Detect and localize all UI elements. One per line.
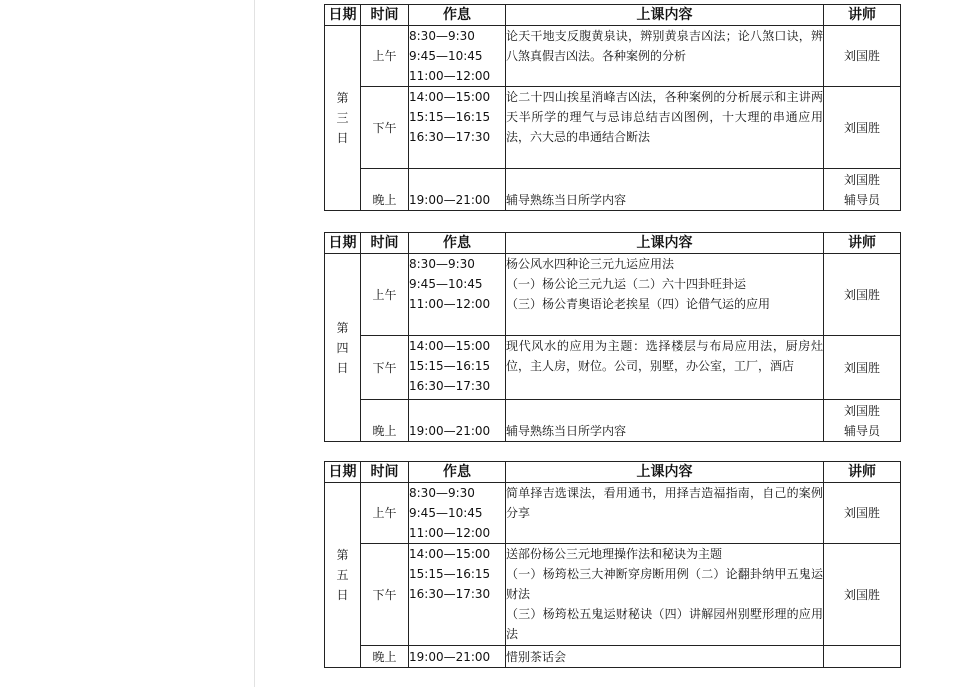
header-schedule: 作息 <box>409 462 506 483</box>
time-slot: 8:30—9:30 <box>409 29 475 43</box>
header-content: 上课内容 <box>506 462 824 483</box>
header-lecturer: 讲师 <box>824 462 901 483</box>
header-date: 日期 <box>325 462 361 483</box>
time-slots-cell <box>409 400 506 442</box>
time-slots-cell <box>409 254 506 336</box>
schedule-table-day-4 <box>324 232 901 442</box>
course-content-cell <box>506 400 824 442</box>
course-content-cell <box>506 646 824 668</box>
day-label-char: 日 <box>336 360 349 375</box>
page-divider <box>254 0 255 687</box>
lecturer-cell <box>824 400 901 442</box>
course-content-line: 辅导熟练当日所学内容 <box>506 193 627 207</box>
course-content-cell <box>506 336 824 400</box>
time-slot: 9:45—10:45 <box>409 277 483 291</box>
period-cell: 下午 <box>361 336 409 400</box>
period-cell: 上午 <box>361 254 409 336</box>
table-row <box>325 483 901 544</box>
period-cell: 晚上 <box>361 646 409 668</box>
course-content-cell <box>506 26 824 87</box>
lecturer-name: 辅导员 <box>843 192 880 207</box>
lecturer-cell <box>824 87 901 169</box>
time-slot: 11:00—12:00 <box>409 297 491 311</box>
header-schedule: 作息 <box>409 5 506 26</box>
day-label <box>325 254 361 442</box>
table-row <box>325 646 901 668</box>
header-date: 日期 <box>325 5 361 26</box>
schedule-table-day-5 <box>324 461 901 668</box>
course-content-cell <box>506 254 824 336</box>
lecturer-name: 刘国胜 <box>843 403 880 418</box>
day-label <box>325 26 361 211</box>
table-header-row <box>325 462 901 483</box>
course-content-line: 简单择吉选课法，看用通书，用择吉造福指南，自己的案例分享 <box>506 486 823 520</box>
time-slot: 16:30—17:30 <box>409 379 491 393</box>
lecturer-cell <box>824 646 901 668</box>
course-content-line: 辅导熟练当日所学内容 <box>506 424 627 438</box>
header-content: 上课内容 <box>506 233 824 254</box>
time-slot: 15:15—16:15 <box>409 110 491 124</box>
time-slot: 9:45—10:45 <box>409 49 483 63</box>
time-slot: 15:15—16:15 <box>409 359 491 373</box>
day-label-char: 四 <box>336 340 349 355</box>
table-header-row <box>325 233 901 254</box>
header-date: 日期 <box>325 233 361 254</box>
schedule-table-day-3 <box>324 4 901 211</box>
day-label <box>325 483 361 668</box>
time-slot: 8:30—9:30 <box>409 486 475 500</box>
time-slot: 11:00—12:00 <box>409 69 491 83</box>
lecturer-name: 刘国胜 <box>843 506 880 520</box>
time-slot: 14:00—15:00 <box>409 339 491 353</box>
period-cell: 晚上 <box>361 169 409 211</box>
time-slots-cell <box>409 26 506 87</box>
lecturer-name: 刘国胜 <box>843 587 880 602</box>
course-content-cell <box>506 169 824 211</box>
table-row <box>325 87 901 169</box>
lecturer-cell <box>824 544 901 646</box>
day-label-char: 五 <box>336 568 349 582</box>
course-content-cell <box>506 87 824 169</box>
time-slots-cell <box>409 169 506 211</box>
time-slot: 14:00—15:00 <box>409 547 491 561</box>
header-time: 时间 <box>361 462 409 483</box>
course-content-line: （一）杨公论三元九运（二）六十四卦旺卦运 <box>506 277 747 291</box>
header-content: 上课内容 <box>506 5 824 26</box>
time-slot: 16:30—17:30 <box>409 587 491 601</box>
course-content-line: 送部份杨公三元地理操作法和秘诀为主题 <box>506 547 723 561</box>
time-slot: 19:00—21:00 <box>409 193 491 207</box>
table-row <box>325 254 901 336</box>
period-cell: 下午 <box>361 544 409 646</box>
time-slot: 8:30—9:30 <box>409 257 475 271</box>
time-slot: 19:00—21:00 <box>409 424 491 438</box>
header-lecturer: 讲师 <box>824 5 901 26</box>
course-content-line: 现代风水的应用为主题：选择楼层与布局应用法，厨房灶位，主人房，财位。公司，别墅，办公室，工厂，酒店 <box>506 339 823 373</box>
lecturer-name: 刘国胜 <box>843 360 880 375</box>
time-slots-cell <box>409 646 506 668</box>
period-cell: 上午 <box>361 26 409 87</box>
table-row <box>325 26 901 87</box>
course-content-line: （三）杨筠松五鬼运财秘诀（四）讲解园州别墅形理的应用法 <box>506 607 823 641</box>
header-time: 时间 <box>361 5 409 26</box>
lecturer-name: 刘国胜 <box>843 172 880 187</box>
time-slot: 9:45—10:45 <box>409 506 483 520</box>
header-lecturer: 讲师 <box>824 233 901 254</box>
day-label-char: 三 <box>336 111 349 125</box>
time-slot: 11:00—12:00 <box>409 526 491 540</box>
table-header-row <box>325 5 901 26</box>
period-cell: 上午 <box>361 483 409 544</box>
table-row <box>325 169 901 211</box>
table-row <box>325 336 901 400</box>
course-content-line: 论二十四山挨星消峰吉凶法，各种案例的分析展示和主讲两天半所学的理气与忌讳总结吉凶图例，十大理的串通应用法，六大忌的串通结合断法 <box>506 90 823 144</box>
time-slot: 16:30—17:30 <box>409 130 491 144</box>
day-label-char: 日 <box>336 131 349 145</box>
time-slots-cell <box>409 483 506 544</box>
table-row <box>325 400 901 442</box>
lecturer-cell <box>824 483 901 544</box>
course-content-cell <box>506 483 824 544</box>
lecturer-cell <box>824 254 901 336</box>
time-slot: 14:00—15:00 <box>409 90 491 104</box>
time-slot: 15:15—16:15 <box>409 567 491 581</box>
period-cell: 下午 <box>361 87 409 169</box>
header-schedule: 作息 <box>409 233 506 254</box>
lecturer-name: 刘国胜 <box>843 287 880 302</box>
period-cell: 晚上 <box>361 400 409 442</box>
lecturer-name: 刘国胜 <box>843 120 880 135</box>
course-content-line: 杨公风水四种论三元九运应用法 <box>506 257 675 271</box>
time-slot: 19:00—21:00 <box>409 650 491 664</box>
course-content-cell <box>506 544 824 646</box>
header-time: 时间 <box>361 233 409 254</box>
table-row <box>325 544 901 646</box>
time-slots-cell <box>409 336 506 400</box>
lecturer-name: 辅导员 <box>843 423 880 438</box>
time-slots-cell <box>409 87 506 169</box>
day-label-char: 第 <box>336 548 349 562</box>
time-slots-cell <box>409 544 506 646</box>
course-content-line: 惜别茶话会 <box>506 650 567 664</box>
day-label-char: 第 <box>336 91 349 105</box>
lecturer-cell <box>824 26 901 87</box>
lecturer-name: 刘国胜 <box>843 49 880 63</box>
course-content-line: 论天干地支反腹黄泉诀，辨别黄泉吉凶法；论八煞口诀，辨八煞真假吉凶法。各种案例的分析 <box>506 29 823 63</box>
course-content-line: （一）杨筠松三大神断穿房断用例（二）论翻卦纳甲五鬼运财法 <box>506 567 823 601</box>
lecturer-cell <box>824 336 901 400</box>
day-label-char: 日 <box>336 588 349 602</box>
course-content-line: （三）杨公青奥语论老挨星（四）论借气运的应用 <box>506 297 771 311</box>
day-label-char: 第 <box>336 320 349 335</box>
lecturer-cell <box>824 169 901 211</box>
